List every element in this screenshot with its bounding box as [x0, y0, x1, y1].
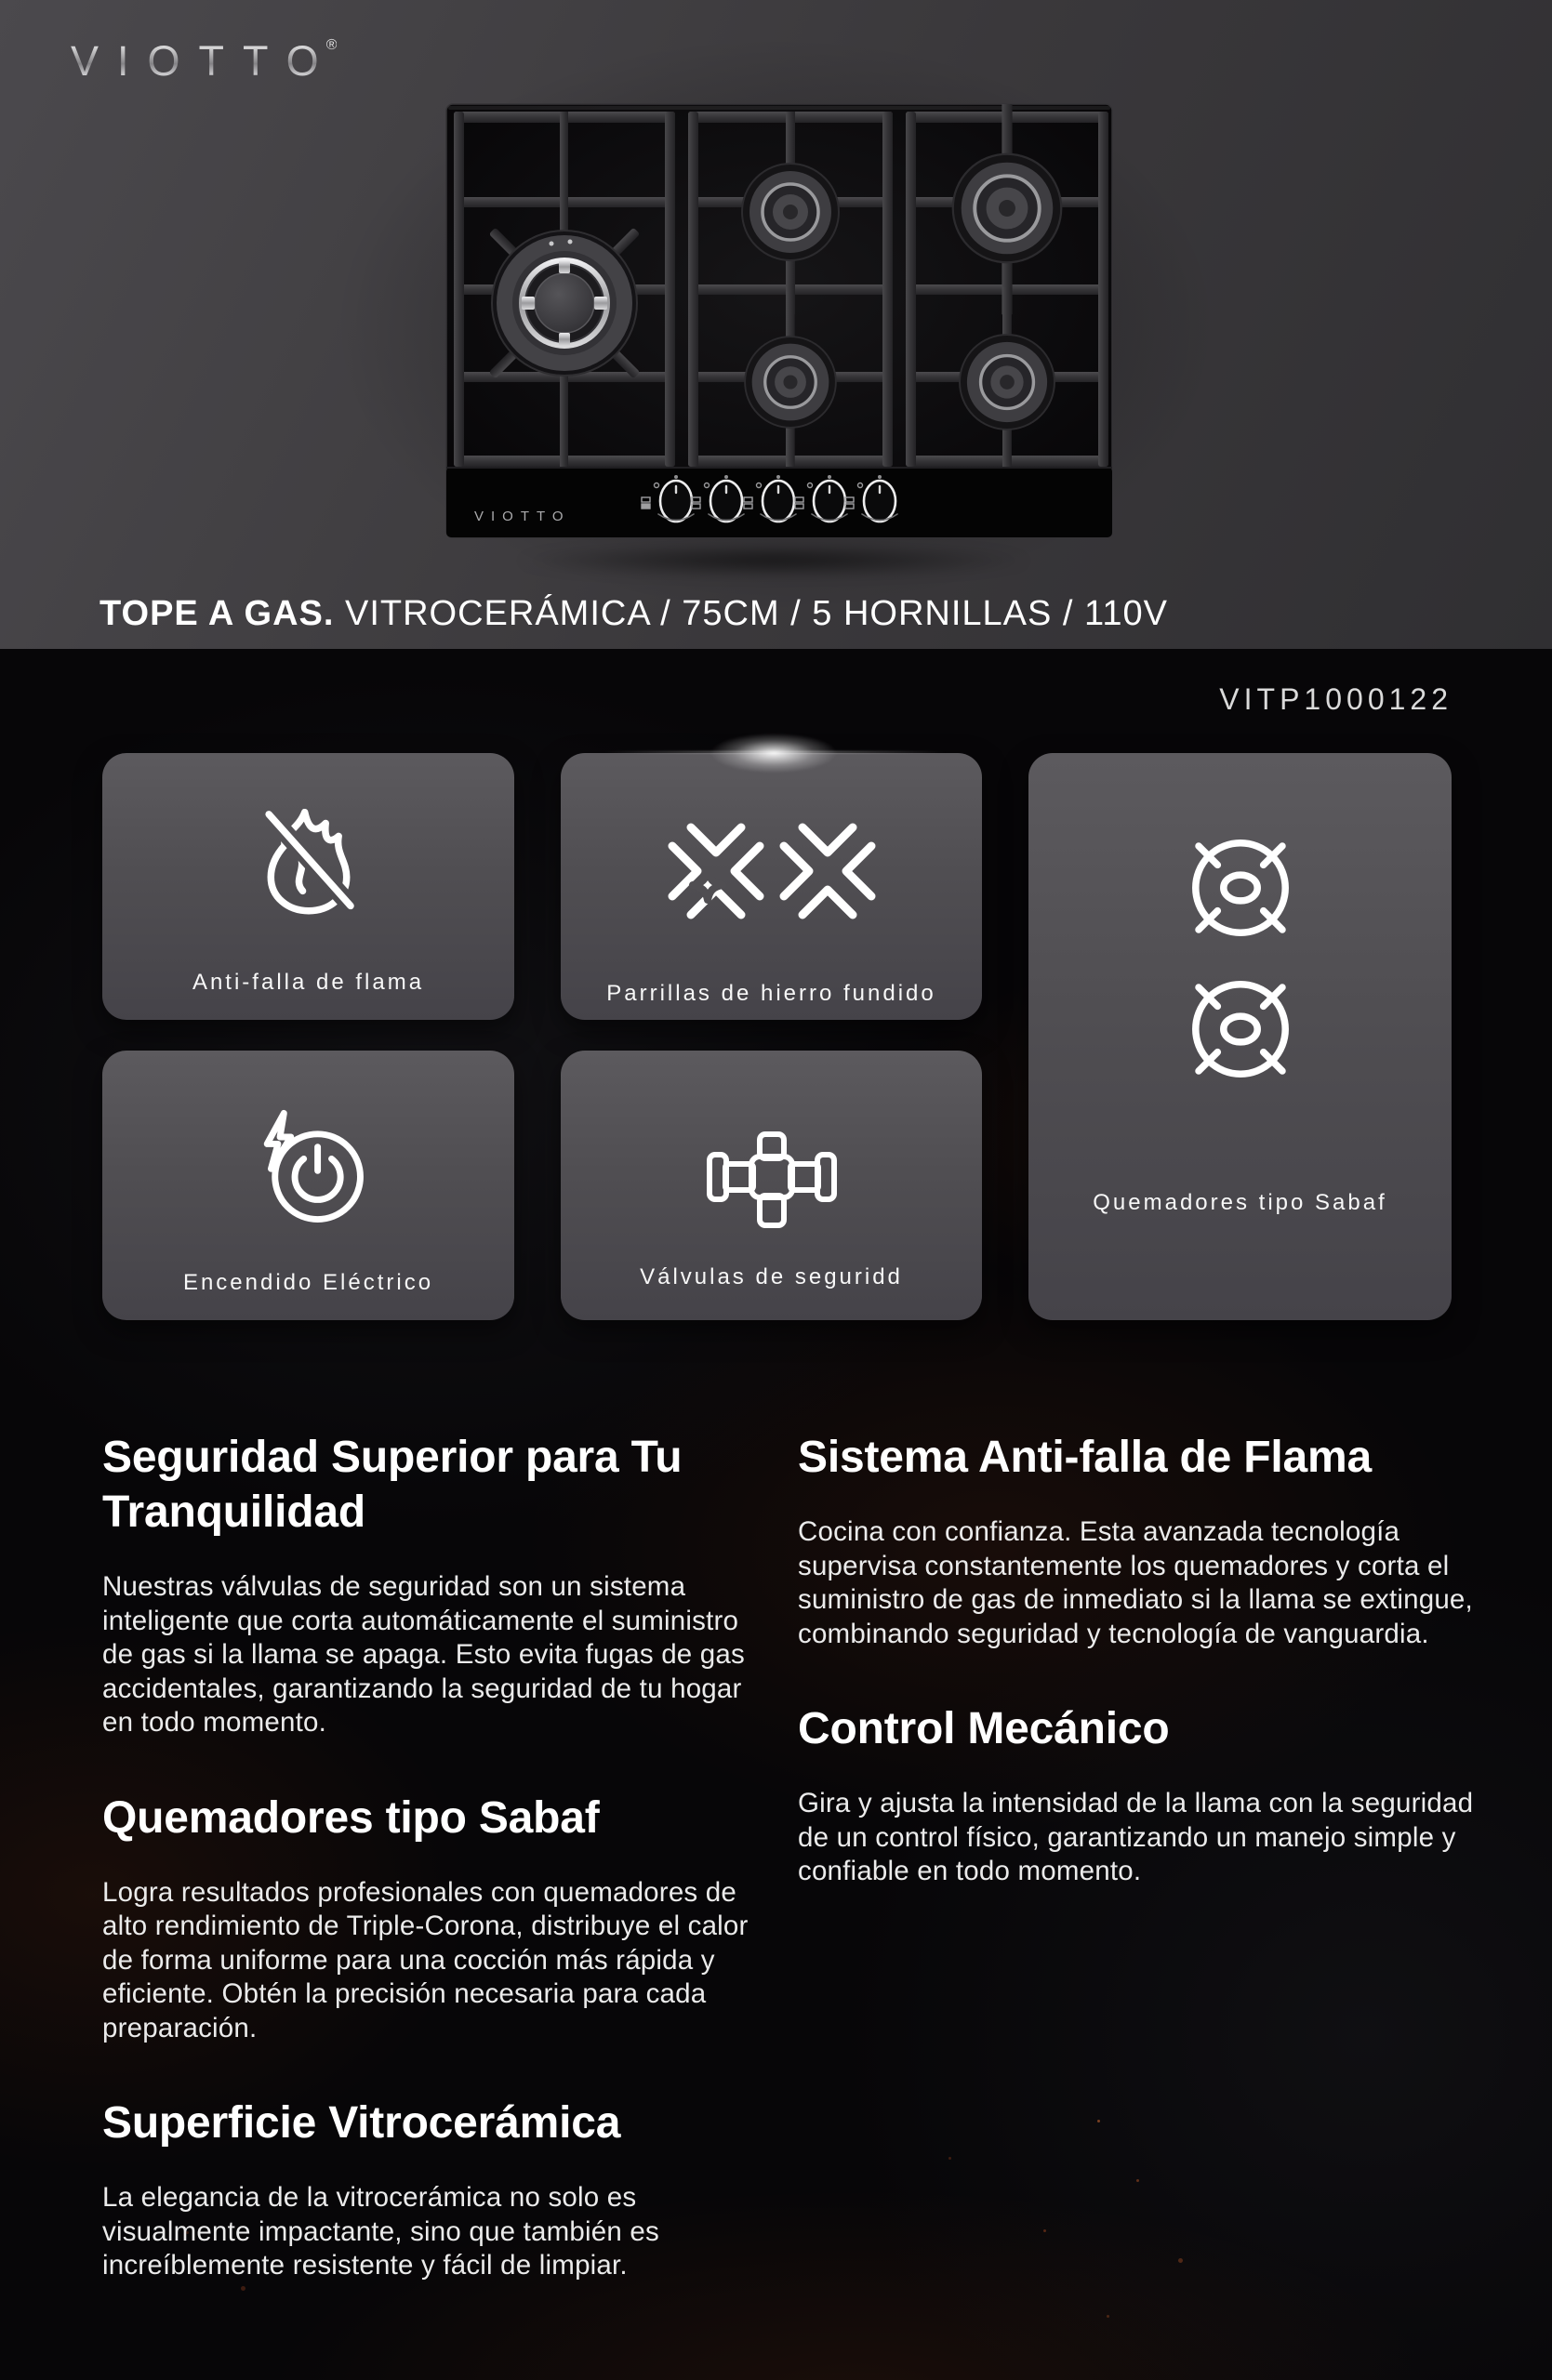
- section-heading: Control Mecánico: [798, 1704, 1170, 1753]
- control-strip: [446, 467, 1112, 537]
- electric-ignition-icon: [234, 1097, 383, 1241]
- safety-valve-icon: [688, 1112, 856, 1247]
- brand-logo: [71, 37, 337, 86]
- ember-particles: [1097, 2120, 1100, 2122]
- section-quemadores-sabaf: [102, 1791, 764, 2046]
- feature-card-label: Anti-falla de flama: [192, 970, 425, 995]
- feature-card-label: Encendido Eléctrico: [182, 1270, 434, 1295]
- sabaf-burner-icon: [1171, 818, 1310, 962]
- section-body: Gira y ajusta la intensidad de la llama con la seguridad de un control físico, garantizando un manejo simple y confiable en todo momento.: [798, 1788, 1474, 1886]
- feature-card-electric-ignition: [102, 1051, 514, 1320]
- brand-logo-text: VIOTTO: [71, 37, 338, 85]
- registered-mark: ®: [325, 37, 338, 53]
- sabaf-burner-icon: [1171, 959, 1310, 1104]
- section-heading: Sistema Anti-falla de Flama: [798, 1433, 1373, 1482]
- section-seguridad-superior: [102, 1430, 764, 1740]
- product-image-cooktop: [433, 100, 1121, 565]
- section-body: Logra resultados profesionales con quemadores de alto rendimiento de Triple-Corona, distribuye el calor de forma uniforme para una cocción más rápida y eficiente. Obtén la precisión necesaria para cada preparación.: [102, 1876, 749, 2043]
- feature-card-label: Quemadores tipo Sabaf: [1093, 1190, 1387, 1215]
- cooktop-brand-label: VIOTTO: [474, 509, 571, 524]
- feature-card-cast-iron-grates: [561, 753, 982, 1020]
- section-body: Cocina con confianza. Esta avanzada tecnología supervisa constantemente los quemadores y corta el suministro de gas de inmediato si la llama se extingue, combinando seguridad y tecnología de vanguardia.: [798, 1516, 1473, 1649]
- cast-iron-grate-icon: [656, 811, 888, 936]
- text-column-right: [798, 1430, 1488, 1889]
- product-title-specs: VITROCERÁMICA / 75CM / 5 HORNILLAS / 110V: [334, 594, 1168, 633]
- section-heading: Seguridad Superior para Tu Tranquilidad: [102, 1433, 683, 1537]
- product-title-bold: TOPE A GAS.: [99, 594, 335, 633]
- cooktop-illustration: [433, 100, 1121, 565]
- no-flame-icon: [239, 788, 378, 932]
- product-title: [99, 593, 1168, 634]
- feature-card-label: Parrillas de hierro fundido: [606, 981, 936, 1006]
- section-heading: Superficie Vitrocerámica: [102, 2098, 621, 2148]
- section-sistema-anti-falla: [798, 1430, 1488, 1651]
- section-body: La elegancia de la vitrocerámica no solo es visualmente impactante, sino que también es increíblemente resistente y fácil de limpiar.: [102, 2182, 659, 2281]
- section-superficie-vitroceramica: [102, 2096, 764, 2283]
- hero-section: [0, 0, 1552, 649]
- section-heading: Quemadores tipo Sabaf: [102, 1792, 600, 1843]
- feature-card-safety-valves: [561, 1051, 982, 1320]
- feature-cards: [102, 753, 1452, 1320]
- section-body: Nuestras válvulas de seguridad son un sistema inteligente que corta automáticamente el suministro de gas si la llama se apaga. Esto evita fugas de gas accidentales, garantizando la seguridad de tu hogar en todo momento.: [102, 1571, 745, 1738]
- feature-card-label: Válvulas de seguridd: [640, 1264, 903, 1289]
- feature-card-sabaf-burners: [1028, 753, 1452, 1320]
- burner-large: [489, 228, 641, 379]
- feature-card-anti-flame: [102, 753, 514, 1020]
- text-column-left: [102, 1430, 764, 2283]
- product-code: VITP1000122: [1219, 682, 1453, 716]
- section-control-mecanico: [798, 1701, 1488, 1889]
